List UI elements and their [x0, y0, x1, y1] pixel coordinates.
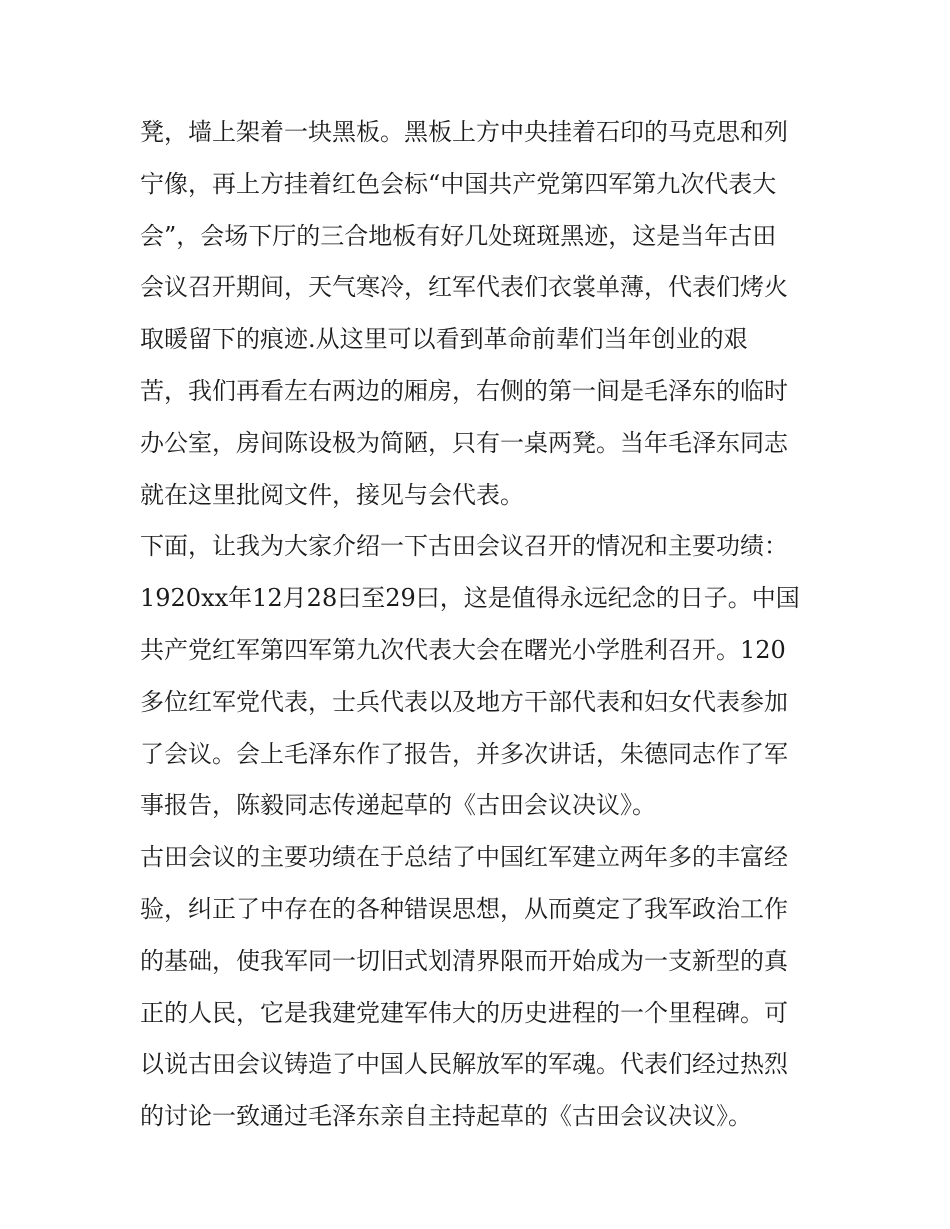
text-line-2: 宁像，再上方挂着红色会标“中国共产党第四军第九次代表大 — [140, 169, 777, 198]
text-line-20: 的讨论一致通过毛泽东亲自主持起草的《古田会议决议》。 — [140, 1102, 752, 1131]
text-line-3: 会”，会场下厅的三合地板有好几处斑斑黑迹，这是当年古田 — [140, 221, 777, 250]
text-line-10: 1920xx年12月28曰至29曰，这是值得永远纪念的日子。中国 — [140, 584, 800, 613]
text-line-9: 下面，让我为大家介绍一下古田会议召开的情况和主要功绩： — [140, 532, 788, 561]
text-line-16: 验，纠正了中存在的各种错误思想，从而奠定了我军政治工作 — [140, 894, 788, 923]
text-line-18: 正的人民，它是我建党建军伟大的历史进程的一个里程碑。可 — [140, 998, 788, 1027]
text-line-11: 共产党红军第四军第九次代表大会在曙光小学胜利召开。120 — [140, 635, 786, 664]
text-line-12: 多位红军党代表，士兵代表以及地方干部代表和妇女代表参加 — [140, 687, 788, 716]
text-line-4: 会议召开期间，天气寒冷，红军代表们衣裳单薄，代表们烤火 — [140, 273, 788, 302]
text-line-8: 就在这里批阅文件，接见与会代表。 — [140, 480, 524, 509]
text-line-5: 取暖留下的痕迹.从这里可以看到革命前辈们当年创业的艰 — [140, 325, 748, 354]
text-line-17: 的基础，使我军同一切旧式划清界限而开始成为一支新型的真 — [140, 946, 788, 975]
text-line-15: 古田会议的主要功绩在于总结了中国红军建立两年多的丰富经 — [140, 843, 788, 872]
text-line-6: 苦，我们再看左右两边的厢房，右侧的第一间是毛泽东的临时 — [140, 376, 788, 405]
text-line-14: 事报告，陈毅同志传递起草的《古田会议决议》。 — [140, 791, 656, 820]
text-line-7: 办公室，房间陈设极为简陋，只有一桌两凳。当年毛泽东同志 — [140, 428, 788, 457]
text-line-1: 凳，墙上架着一块黑板。黑板上方中央挂着石印的马克思和列 — [140, 118, 788, 146]
document-text-body — [140, 107, 820, 1143]
text-line-19: 以说古田会议铸造了中国人民解放军的军魂。代表们经过热烈 — [140, 1050, 788, 1079]
text-line-13: 了会议。会上毛泽东作了报告，并多次讲话，朱德同志作了军 — [140, 739, 788, 768]
